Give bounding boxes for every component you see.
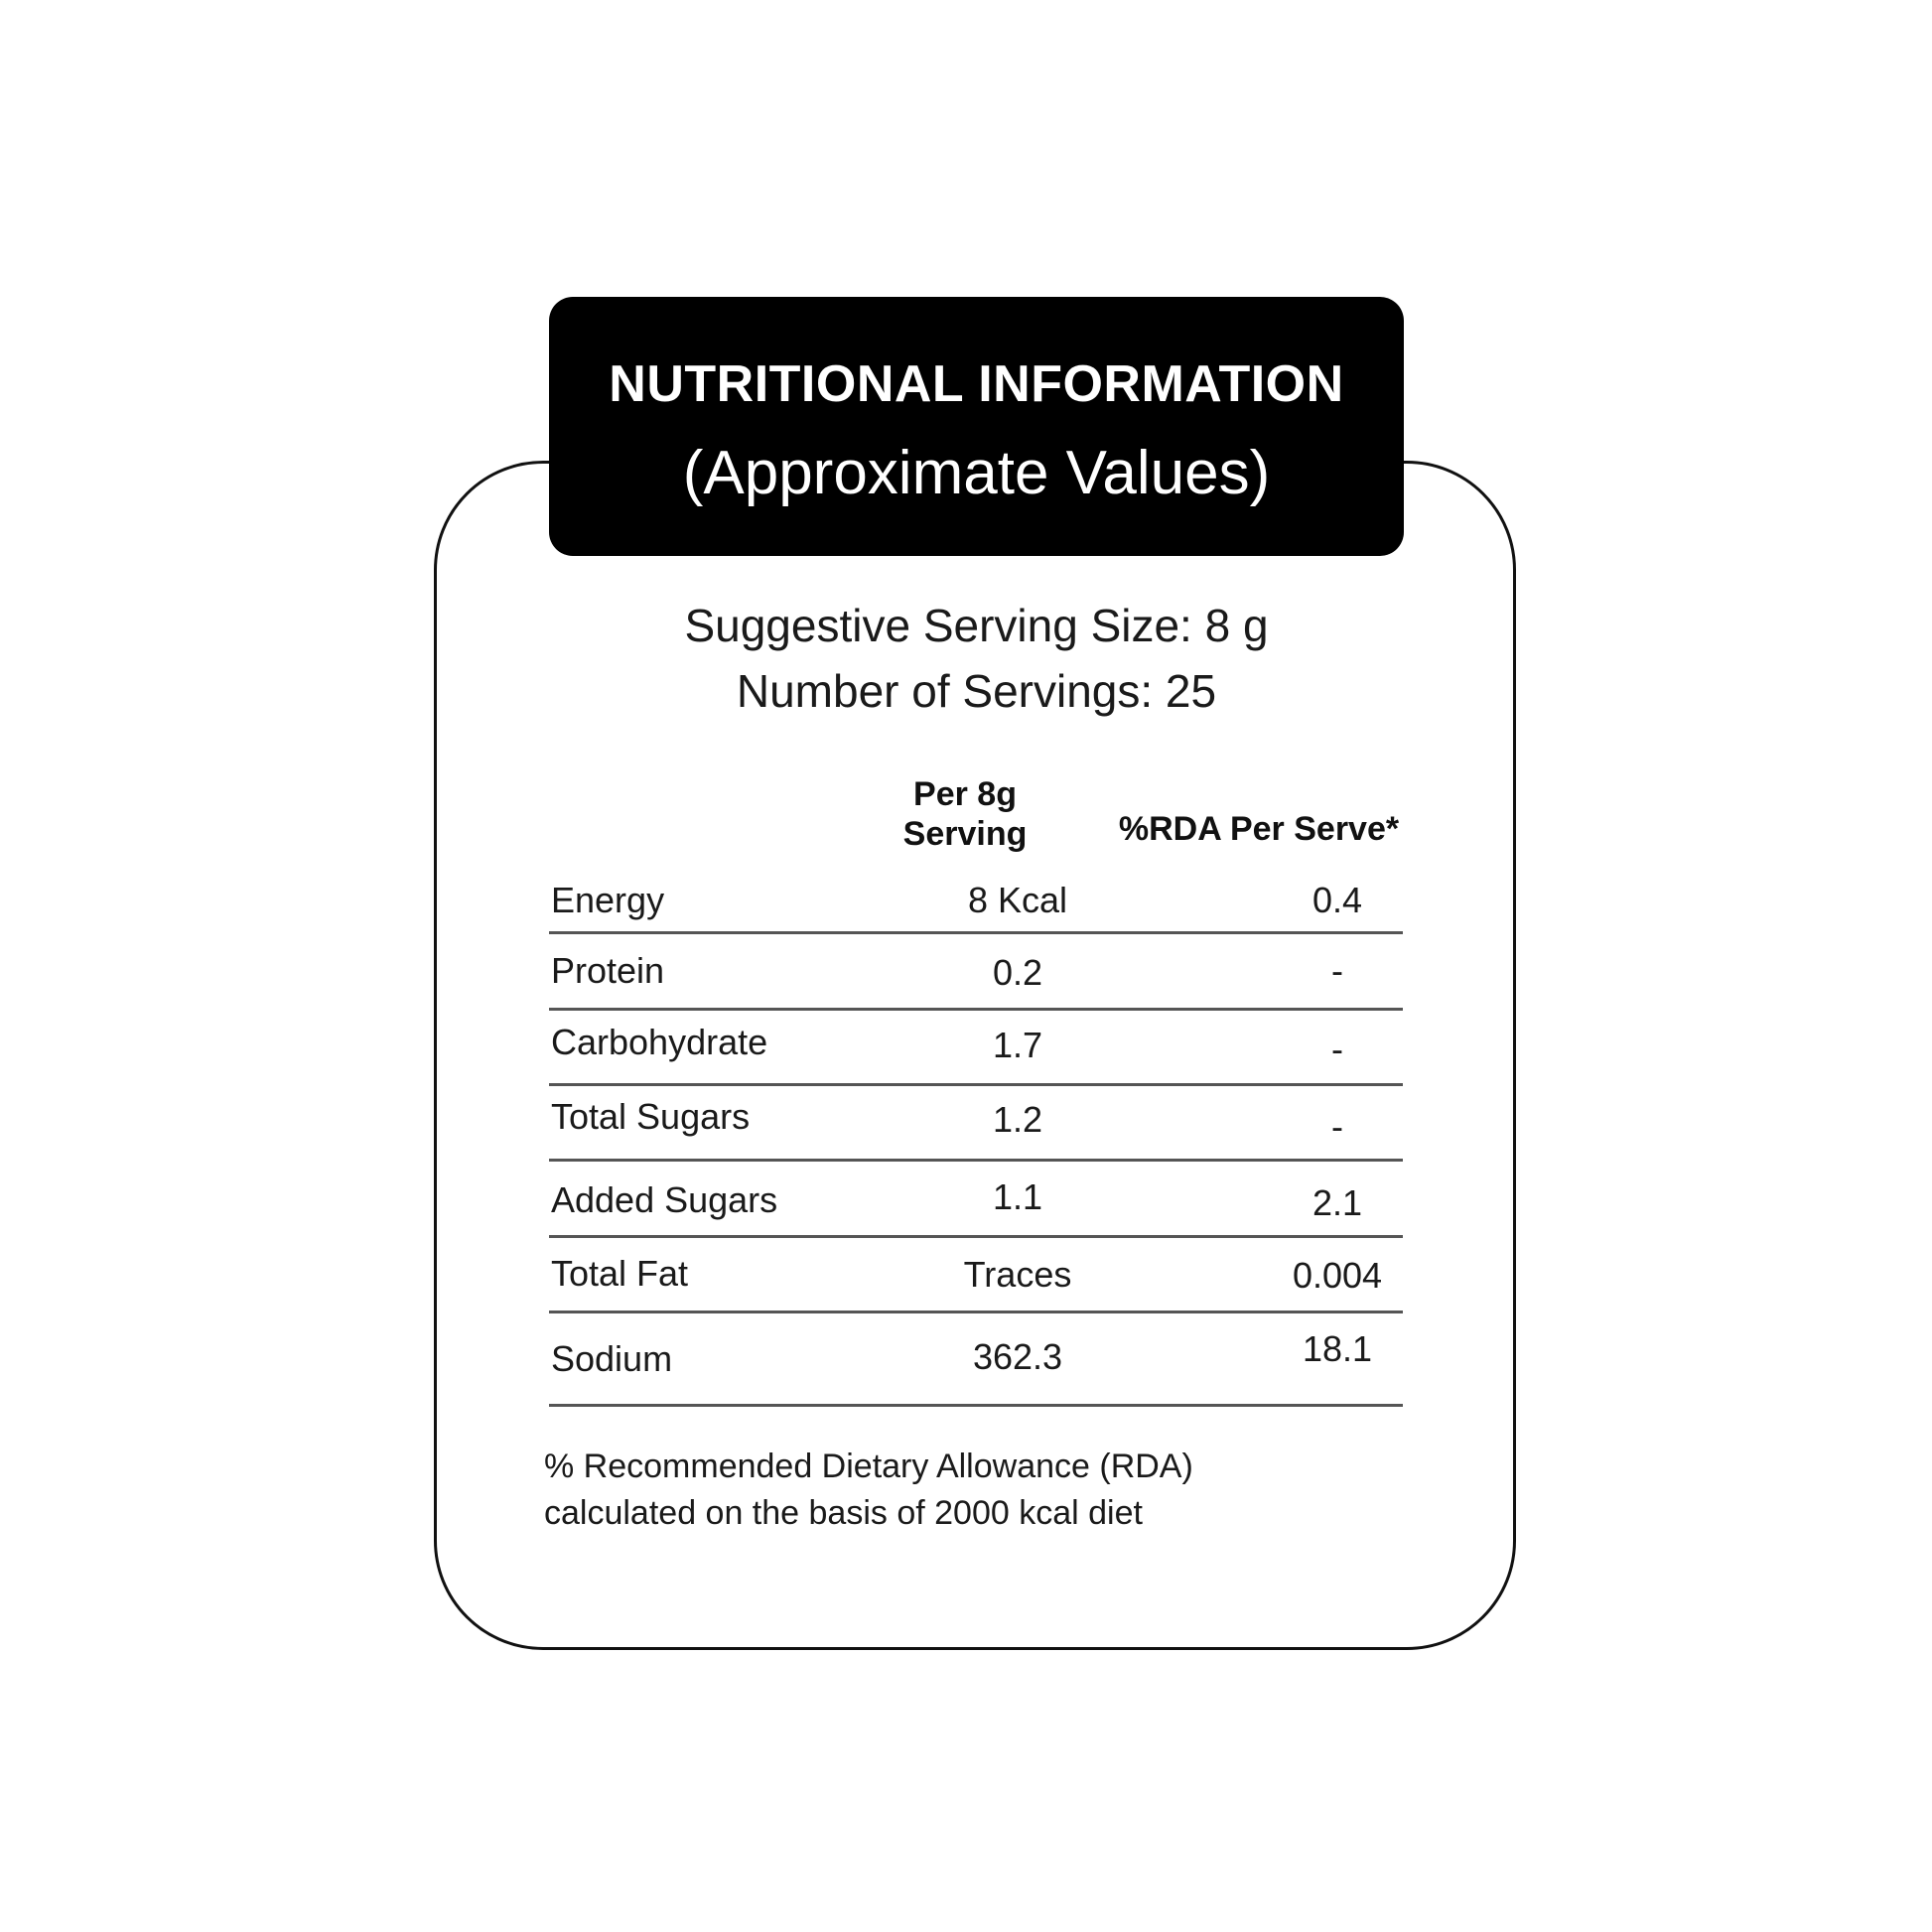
column-header-per-serving bbox=[866, 774, 1064, 854]
per-serving-value: 0.2 bbox=[992, 952, 1043, 993]
nutrient-label: Sodium bbox=[551, 1338, 673, 1379]
rda-value: 0.4 bbox=[1311, 880, 1363, 920]
page-subtitle: (Approximate Values) bbox=[682, 439, 1271, 507]
rda-value: - bbox=[1331, 1029, 1343, 1069]
table-row-protein bbox=[549, 934, 1403, 1011]
table-row-energy bbox=[549, 874, 1403, 934]
nutrient-label: Total Sugars bbox=[551, 1096, 751, 1137]
nutrient-label: Energy bbox=[551, 880, 665, 920]
table-row-sodium bbox=[549, 1313, 1403, 1407]
column-header-rda: %RDA Per Serve* bbox=[1118, 810, 1400, 848]
table-row-total-fat bbox=[549, 1238, 1403, 1313]
table-row-added-sugars bbox=[549, 1162, 1403, 1238]
per-serving-value: 1.7 bbox=[992, 1025, 1043, 1065]
table-row-total-sugars bbox=[549, 1086, 1403, 1162]
per-serving-value: 1.1 bbox=[992, 1176, 1043, 1217]
rda-value: 0.004 bbox=[1292, 1255, 1383, 1296]
per-serving-value: 1.2 bbox=[992, 1099, 1043, 1140]
rda-value: - bbox=[1331, 950, 1343, 991]
serving-count: Number of Servings: 25 bbox=[736, 665, 1217, 717]
page-title: NUTRITIONAL INFORMATION bbox=[609, 355, 1344, 413]
title-banner bbox=[549, 297, 1404, 556]
per-serving-value: Traces bbox=[963, 1254, 1072, 1295]
footnote-line2: calculated on the basis of 2000 kcal diet bbox=[544, 1494, 1143, 1532]
nutrient-label: Carbohydrate bbox=[551, 1022, 768, 1062]
nutrient-label: Protein bbox=[551, 950, 665, 991]
rda-value: 18.1 bbox=[1302, 1328, 1373, 1369]
table-row-carbohydrate bbox=[549, 1011, 1403, 1086]
serving-size: Suggestive Serving Size: 8 g bbox=[684, 600, 1269, 651]
column-header-per-serving-line1: Per 8g bbox=[913, 775, 1017, 813]
rda-value: - bbox=[1331, 1106, 1343, 1147]
per-serving-value: 362.3 bbox=[972, 1336, 1063, 1377]
footnote-line1: % Recommended Dietary Allowance (RDA) bbox=[544, 1448, 1193, 1485]
rda-footnote bbox=[544, 1444, 1193, 1537]
per-serving-value: 8 Kcal bbox=[967, 880, 1068, 920]
rda-value: 2.1 bbox=[1311, 1182, 1363, 1223]
nutrient-label: Added Sugars bbox=[551, 1179, 778, 1220]
nutrient-label: Total Fat bbox=[551, 1253, 689, 1294]
column-header-per-serving-line2: Serving bbox=[902, 815, 1028, 853]
